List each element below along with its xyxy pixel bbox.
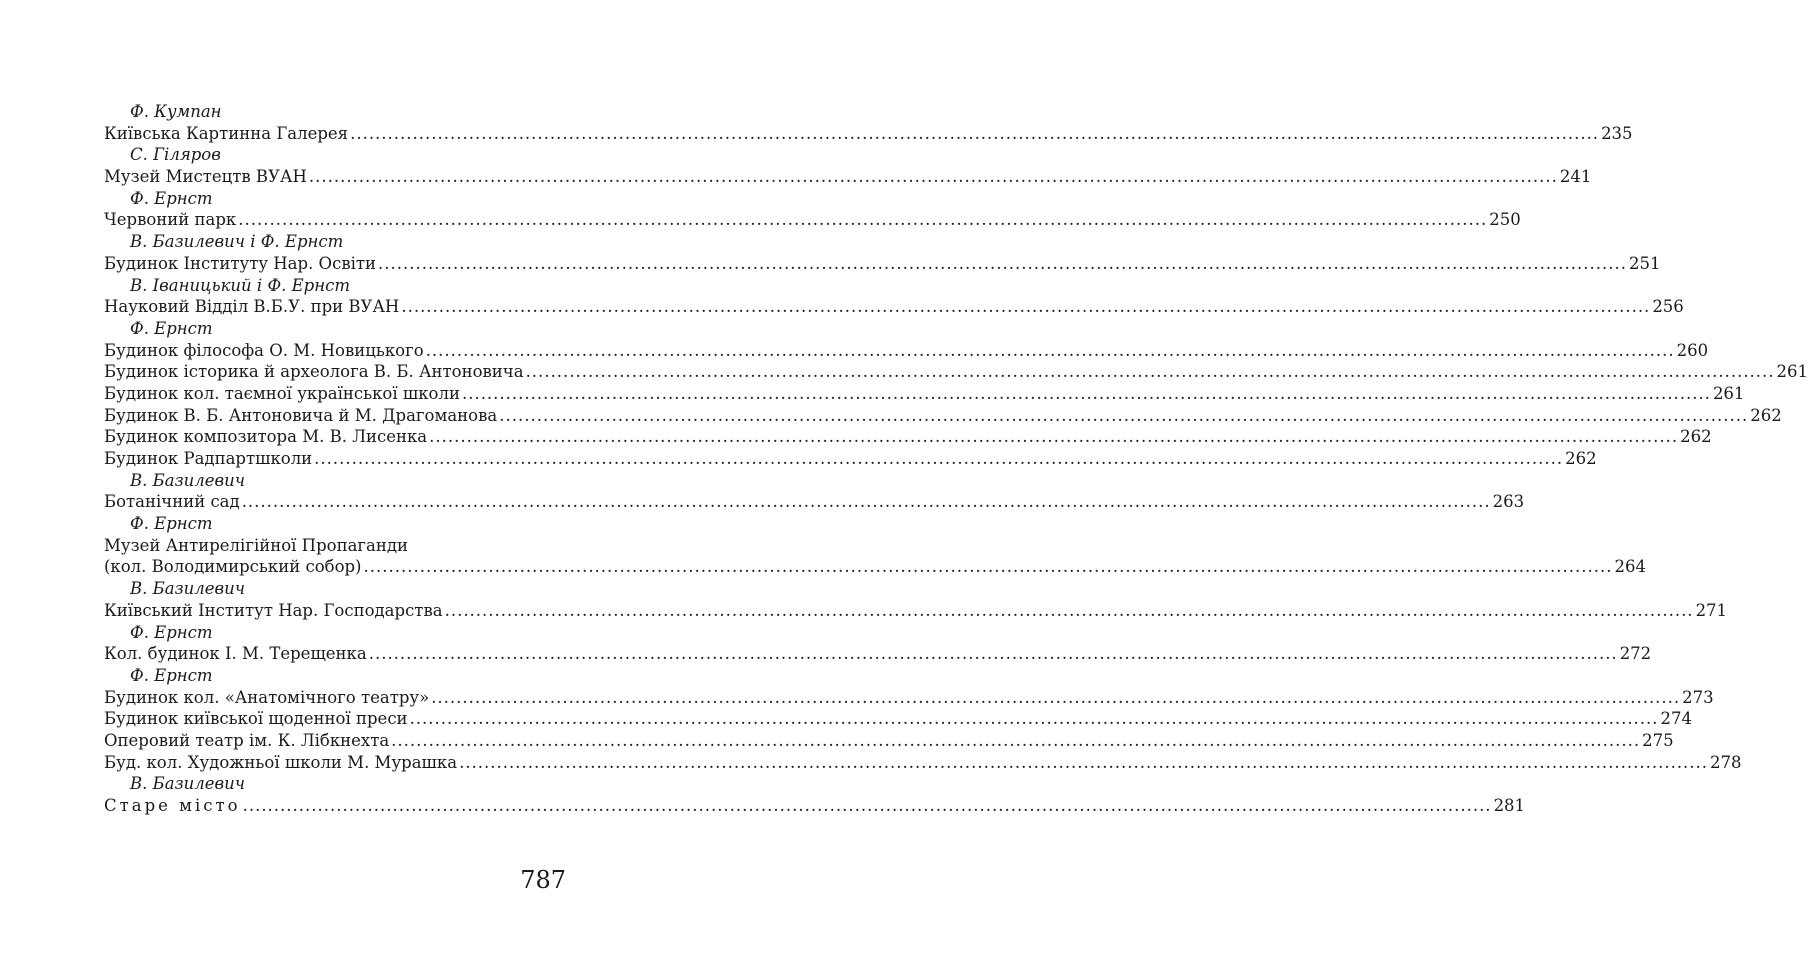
toc-entry-page: 250 bbox=[1489, 210, 1521, 230]
toc-entry-page: 264 bbox=[1614, 557, 1646, 577]
toc-entry-page: 235 bbox=[1601, 123, 1633, 143]
toc-entry bbox=[104, 426, 1712, 448]
toc-entry-title: Буд. кол. Художньої школи М. Мурашка bbox=[104, 752, 458, 772]
toc-author: С. Гіляров bbox=[130, 145, 221, 165]
toc-entry-page: 260 bbox=[1676, 340, 1709, 360]
toc-entry-page: 274 bbox=[1660, 709, 1693, 729]
toc-entry-page: 275 bbox=[1642, 730, 1674, 750]
toc-title-line: Музей Антирелігійної Пропаганди bbox=[104, 535, 409, 555]
toc-entry-title: Оперовий театр ім. К. Лібкнехта bbox=[104, 730, 390, 750]
toc-entry-page: 262 bbox=[1565, 449, 1597, 468]
toc-entry bbox=[104, 383, 1745, 405]
toc-author: Ф. Ернст bbox=[130, 665, 213, 685]
toc-entry bbox=[104, 556, 1646, 578]
toc-entry-title: Будинок В. Б. Антоновича й М. Драгоманова bbox=[104, 405, 498, 425]
toc-entry-page: 241 bbox=[1559, 167, 1592, 187]
toc-entry-title: Музей Мистецтв ВУАН bbox=[104, 167, 307, 187]
dot-leader: ........................................................................................................................................................................................................ bbox=[461, 383, 1711, 403]
toc-author: Ф. Ернст bbox=[130, 318, 213, 338]
toc-author: В. Базилевич і Ф. Ернст bbox=[130, 232, 344, 252]
dot-leader: ........................................................................................................................................................................................................ bbox=[431, 687, 1681, 707]
dot-leader: ........................................................................................................................................................................................................ bbox=[459, 752, 1709, 772]
toc-entry-page: 262 bbox=[1750, 405, 1782, 425]
toc-entry-title: Науковий Відділ В.Б.У. при ВУАН bbox=[104, 297, 400, 317]
toc-entry-title: (кол. Володимирський собор) bbox=[104, 557, 362, 577]
toc-entry-title: Будинок філософа О. М. Новицького bbox=[104, 340, 424, 360]
toc-entry bbox=[104, 405, 1782, 427]
toc-entry bbox=[104, 730, 1674, 752]
toc-entry bbox=[104, 708, 1693, 730]
toc-entry-page: 251 bbox=[1629, 253, 1661, 273]
toc-entry-title: Старе місто bbox=[104, 796, 241, 815]
toc-entry bbox=[104, 340, 1709, 362]
toc-author: В. Базилевич bbox=[130, 774, 245, 794]
toc-entry-title: Київська Картинна Галерея bbox=[104, 123, 349, 143]
dot-leader: ........................................................................................................................................................................................................ bbox=[308, 167, 1558, 187]
toc-entry-page: 261 bbox=[1712, 383, 1745, 403]
toc-author: В. Базилевич bbox=[130, 470, 245, 490]
toc-entry-page: 256 bbox=[1652, 297, 1684, 317]
toc-entry bbox=[104, 123, 1633, 145]
dot-leader: ........................................................................................................................................................................................................ bbox=[242, 796, 1492, 815]
toc-entry-title: Будинок Радпартшколи bbox=[104, 449, 313, 468]
toc-entry-title: Червоний парк bbox=[104, 210, 237, 230]
toc-author: Ф. Ернст bbox=[130, 188, 213, 208]
toc-entry bbox=[104, 752, 1742, 774]
dot-leader: ........................................................................................................................................................................................................ bbox=[350, 123, 1600, 143]
toc-entry bbox=[104, 296, 1684, 318]
dot-leader: ........................................................................................................................................................................................................ bbox=[378, 253, 1628, 273]
toc-entry-title: Київський Інститут Нар. Господарства bbox=[104, 600, 443, 620]
toc-entry-title: Будинок кол. таємної української школи bbox=[104, 383, 460, 403]
dot-leader: ........................................................................................................................................................................................................ bbox=[425, 340, 1675, 360]
toc-author: Ф. Ернст bbox=[130, 514, 213, 534]
toc-entry-page: 261 bbox=[1776, 362, 1808, 382]
toc-entry-title: Будинок історика й археолога В. Б. Антоновича bbox=[104, 362, 524, 382]
toc-entry-page: 271 bbox=[1695, 600, 1728, 620]
dot-leader: ........................................................................................................................................................................................................ bbox=[368, 644, 1618, 664]
toc-entry bbox=[104, 361, 1808, 383]
dot-leader: ........................................................................................................................................................................................................ bbox=[363, 557, 1613, 577]
toc-entry-title: Будинок київської щоденної преси bbox=[104, 709, 408, 729]
toc-entry-page: 273 bbox=[1682, 687, 1714, 707]
toc-entry-page: 262 bbox=[1680, 427, 1712, 447]
toc-entry bbox=[104, 643, 1652, 665]
dot-leader: ........................................................................................................................................................................................................ bbox=[314, 449, 1564, 468]
toc-entry-title: Кол. будинок І. М. Терещенка bbox=[104, 644, 367, 664]
toc-author: Ф. Ернст bbox=[130, 622, 213, 642]
dot-leader: ........................................................................................................................................................................................................ bbox=[429, 427, 1679, 447]
toc-entry-title: Будинок композитора М. В. Лисенка bbox=[104, 427, 428, 447]
toc-entry-title: Ботанічний сад bbox=[104, 492, 240, 512]
toc-entry bbox=[104, 600, 1728, 622]
dot-leader: ........................................................................................................................................................................................................ bbox=[409, 709, 1659, 729]
dot-leader: ........................................................................................................................................................................................................ bbox=[525, 362, 1775, 382]
dot-leader: ........................................................................................................................................................................................................ bbox=[391, 730, 1641, 750]
page-number: 787 bbox=[520, 866, 566, 894]
toc-entry bbox=[104, 448, 1597, 470]
toc-entry bbox=[104, 687, 1714, 709]
toc-entry-page: 263 bbox=[1492, 492, 1525, 512]
toc-entry bbox=[104, 795, 1526, 817]
toc-author: В. Іваницький і Ф. Ернст bbox=[130, 275, 350, 295]
dot-leader: ........................................................................................................................................................................................................ bbox=[401, 297, 1651, 317]
toc-entry-title: Будинок кол. «Анатомічного театру» bbox=[104, 687, 430, 707]
dot-leader: ........................................................................................................................................................................................................ bbox=[241, 492, 1491, 512]
toc-entry-title: Будинок Інституту Нар. Освіти bbox=[104, 253, 377, 273]
dot-leader: ........................................................................................................................................................................................................ bbox=[238, 210, 1488, 230]
toc-entry-page: 278 bbox=[1710, 752, 1742, 772]
dot-leader: ........................................................................................................................................................................................................ bbox=[499, 405, 1749, 425]
toc-author: В. Базилевич bbox=[130, 579, 245, 599]
toc-entry bbox=[104, 253, 1661, 275]
toc-entry bbox=[104, 491, 1525, 513]
toc-entry-page: 272 bbox=[1619, 644, 1652, 664]
toc-entry bbox=[104, 209, 1521, 231]
table-of-contents bbox=[104, 101, 1808, 817]
toc-author: Ф. Кумпан bbox=[130, 102, 222, 121]
toc-entry-page: 281 bbox=[1493, 796, 1526, 815]
toc-entry bbox=[104, 166, 1592, 188]
dot-leader: ........................................................................................................................................................................................................ bbox=[444, 600, 1694, 620]
